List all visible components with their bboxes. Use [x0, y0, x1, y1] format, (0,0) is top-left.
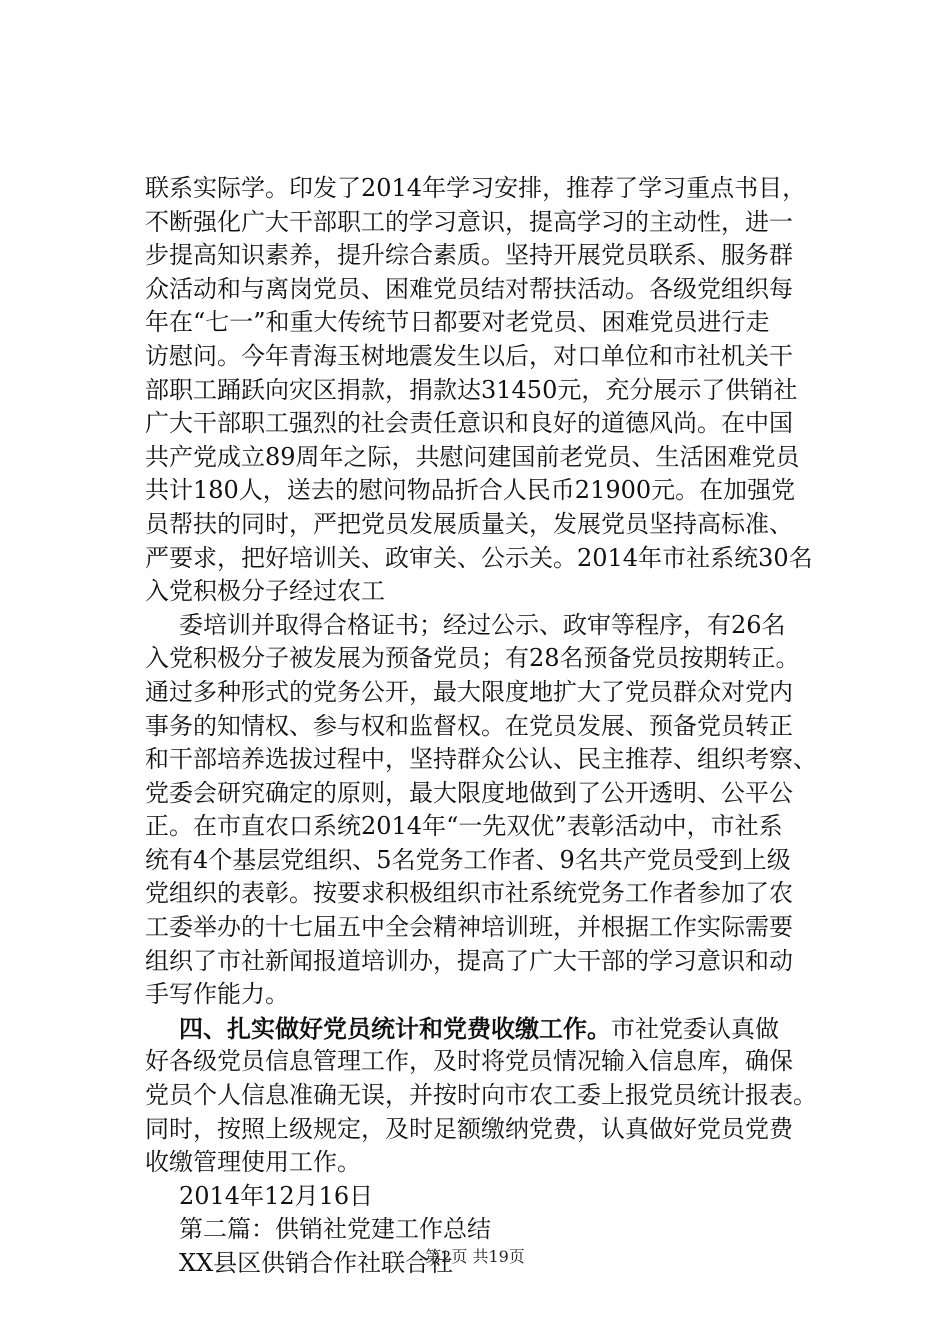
text-line: 众活动和与离岗党员、困难党员结对帮扶活动。各级党组织每: [145, 274, 793, 303]
text-line: 入党积极分子经过农工: [145, 577, 385, 606]
paragraph-2: [145, 609, 860, 1012]
section-4-first-line: [145, 1012, 860, 1046]
text-line: 访慰问。今年青海玉树地震发生以后，对口单位和市社机关干: [145, 341, 793, 370]
page-footer: 第2页 共19页: [425, 1247, 525, 1266]
text-line: 通过多种形式的党务公开，最大限度地扩大了党员群众对党内: [145, 677, 793, 706]
text-line: 联系实际学。印发了2014年学习安排，推荐了学习重点书目，: [145, 174, 807, 202]
text-line: 党组织的表彰。按要求积极组织市社系统党务工作者参加了农: [145, 879, 793, 908]
text-line: 不断强化广大干部职工的学习意识，提高学习的主动性，进一: [145, 207, 793, 236]
organization-name: XX县区供销合作社联合社: [179, 1249, 454, 1277]
chapter-title: 第二篇：供销社党建工作总结: [179, 1215, 491, 1244]
section-heading: 四、扎实做好党员统计和党费收缴工作。: [179, 1013, 611, 1043]
text-line: 收缴管理使用工作。: [145, 1148, 361, 1177]
text-line: 同时，按照上级规定，及时足额缴纳党费，认真做好党员党费: [145, 1114, 793, 1143]
text-line: 严要求，把好培训关、政审关、公示关。2014年市社系统30名: [145, 543, 813, 572]
text-line: 工委举办的十七届五中全会精神培训班，并根据工作实际需要: [145, 913, 793, 942]
section-4: [145, 1012, 860, 1180]
text-line: 广大干部职工强烈的社会责任意识和良好的道德风尚。在中国: [145, 409, 793, 438]
document-date: 2014年12月16日: [179, 1181, 374, 1210]
text-line: 党委会研究确定的原则，最大限度地做到了公开透明、公平公: [145, 778, 793, 807]
text-line: 步提高知识素养，提升综合素质。坚持开展党员联系、服务群: [145, 241, 793, 270]
text-line: 手写作能力。: [145, 980, 289, 1009]
text-line: 共计180人，送去的慰问物品折合人民币21900元。在加强党: [145, 476, 796, 505]
text-line: 入党积极分子被发展为预备党员；有28名预备党员按期转正。: [145, 644, 800, 673]
text-line: 共产党成立89周年之际，共慰问建国前老党员、生活困难党员: [145, 442, 800, 471]
section-text: 市社党委认真做: [611, 1014, 779, 1043]
document-body: [145, 172, 860, 1281]
text-line: 事务的知情权、参与权和监督权。在党员发展、预备党员转正: [145, 711, 793, 740]
text-line: 正。在市直农口系统2014年“一先双优”表彰活动中，市社系: [145, 812, 783, 841]
text-line: 委培训并取得合格证书；经过公示、政审等程序，有26名: [179, 610, 786, 639]
paragraph-1: [145, 172, 860, 609]
text-line: 员帮扶的同时，严把党员发展质量关，发展党员坚持高标准、: [145, 509, 793, 538]
text-line: 组织了市社新闻报道培训办，提高了广大干部的学习意识和动: [145, 946, 793, 975]
text-line: 年在“七一”和重大传统节日都要对老党员、困难党员进行走: [145, 308, 770, 337]
text-line: 部职工踊跃向灾区捐款，捐款达31450元，充分展示了供销社: [145, 375, 798, 404]
text-line: 好各级党员信息管理工作，及时将党员情况输入信息库，确保: [145, 1047, 793, 1076]
text-line: 和干部培养选拔过程中，坚持群众公认、民主推荐、组织考察、: [145, 745, 817, 774]
text-line: 党员个人信息准确无误，并按时向市农工委上报党员统计报表。: [145, 1081, 817, 1110]
text-line: 统有4个基层党组织、5名党务工作者、9名共产党员受到上级: [145, 845, 791, 874]
